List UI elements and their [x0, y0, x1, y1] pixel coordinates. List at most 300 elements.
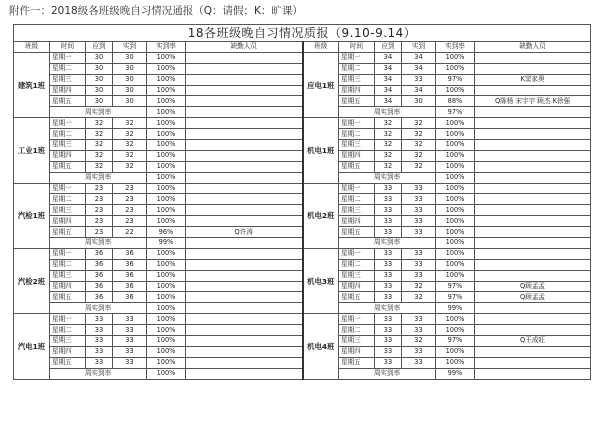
weekly-blank: [475, 238, 591, 249]
expected-cell: 33: [375, 227, 402, 238]
rate-cell: 100%: [436, 216, 475, 227]
actual-cell: 33: [402, 194, 436, 205]
actual-cell: 33: [402, 259, 436, 270]
rate-cell: 100%: [147, 325, 186, 336]
expected-cell: 34: [375, 85, 402, 96]
actual-cell: 32: [402, 281, 436, 292]
actual-cell: 33: [402, 183, 436, 194]
absent-cell: [475, 150, 591, 161]
expected-cell: 23: [86, 194, 113, 205]
weekly-blank: [475, 107, 591, 118]
table-row: [14, 183, 591, 194]
expected-cell: 23: [86, 205, 113, 216]
day-cell: 星期四: [50, 150, 86, 161]
expected-cell: 33: [375, 357, 402, 368]
absent-cell: [186, 129, 303, 140]
absent-cell: [475, 52, 591, 63]
rate-cell: 100%: [147, 63, 186, 74]
expected-cell: 33: [86, 346, 113, 357]
absent-cell: K窦家奥: [475, 74, 591, 85]
table-row: [14, 281, 591, 292]
absent-cell: [475, 194, 591, 205]
rate-cell: 100%: [436, 314, 475, 325]
actual-cell: 30: [113, 85, 147, 96]
absent-cell: [475, 248, 591, 259]
actual-cell: 32: [402, 161, 436, 172]
absent-cell: [186, 161, 303, 172]
attendance-sheet: [13, 24, 590, 411]
rate-cell: 100%: [436, 194, 475, 205]
day-cell: 星期一: [50, 118, 86, 129]
weekly-blank: [186, 368, 303, 379]
day-cell: 星期二: [339, 325, 375, 336]
actual-cell: 23: [113, 183, 147, 194]
rate-cell: 100%: [147, 281, 186, 292]
absent-cell: [475, 259, 591, 270]
table-row: [14, 52, 591, 63]
rate-cell: 100%: [436, 161, 475, 172]
expected-cell: 32: [86, 161, 113, 172]
absent-cell: [475, 140, 591, 151]
day-cell: 星期四: [50, 281, 86, 292]
header-expected: 应到: [86, 42, 113, 53]
class-name: 建筑1班: [14, 52, 50, 117]
rate-cell: 100%: [436, 357, 475, 368]
weekly-rate-value: 97%: [436, 107, 475, 118]
absent-cell: Q许涛: [186, 227, 303, 238]
header-time: 时间: [50, 42, 86, 53]
expected-cell: 33: [375, 325, 402, 336]
rate-cell: 100%: [147, 194, 186, 205]
class-name: 汽检1班: [14, 183, 50, 248]
weekly-blank: [186, 107, 303, 118]
day-cell: 星期三: [339, 140, 375, 151]
table-row: [14, 161, 591, 172]
expected-cell: 34: [375, 74, 402, 85]
day-cell: 星期三: [50, 140, 86, 151]
absent-cell: [186, 216, 303, 227]
actual-cell: 32: [402, 140, 436, 151]
header-actual: 实到: [402, 42, 436, 53]
table-title: 18各班级晚自习情况质报（9.10-9.14）: [14, 25, 591, 42]
table-row: [14, 357, 591, 368]
absent-cell: [475, 85, 591, 96]
day-cell: 星期四: [339, 281, 375, 292]
rate-cell: 100%: [436, 248, 475, 259]
absent-cell: [186, 96, 303, 107]
table-row: [14, 346, 591, 357]
absent-cell: [475, 205, 591, 216]
actual-cell: 32: [402, 118, 436, 129]
absent-cell: [475, 161, 591, 172]
weekly-rate-label: 周实到率: [50, 238, 147, 249]
day-cell: 星期三: [339, 336, 375, 347]
actual-cell: 33: [402, 205, 436, 216]
rate-cell: 97%: [436, 292, 475, 303]
actual-cell: 30: [402, 96, 436, 107]
rate-cell: 100%: [147, 357, 186, 368]
table-row: [14, 140, 591, 151]
table-row: [14, 205, 591, 216]
class-name: 机电2班: [303, 183, 339, 248]
actual-cell: 33: [113, 314, 147, 325]
header-absent: 缺勤人员: [475, 42, 591, 53]
day-cell: 星期五: [339, 96, 375, 107]
header-class: 班级: [14, 42, 50, 53]
day-cell: 星期四: [50, 346, 86, 357]
actual-cell: 33: [402, 74, 436, 85]
weekly-rate-value: 100%: [436, 172, 475, 183]
rate-cell: 100%: [147, 96, 186, 107]
day-cell: 星期三: [50, 270, 86, 281]
actual-cell: 33: [402, 216, 436, 227]
rate-cell: 97%: [436, 281, 475, 292]
expected-cell: 30: [86, 63, 113, 74]
absent-cell: [186, 118, 303, 129]
day-cell: 星期一: [50, 314, 86, 325]
actual-cell: 36: [113, 248, 147, 259]
weekly-rate-label: 周实到率: [50, 172, 147, 183]
table-row: [14, 314, 591, 325]
weekly-rate-label: 周实到率: [339, 303, 436, 314]
actual-cell: 33: [402, 325, 436, 336]
rate-cell: 100%: [436, 346, 475, 357]
rate-cell: 97%: [436, 74, 475, 85]
weekly-rate-value: 100%: [436, 238, 475, 249]
day-cell: 星期二: [339, 259, 375, 270]
absent-cell: [186, 140, 303, 151]
day-cell: 星期二: [339, 129, 375, 140]
expected-cell: 34: [375, 63, 402, 74]
rate-cell: 100%: [147, 85, 186, 96]
day-cell: 星期四: [339, 85, 375, 96]
day-cell: 星期四: [50, 216, 86, 227]
actual-cell: 34: [402, 52, 436, 63]
attendance-table: [13, 24, 591, 380]
header-class: 班级: [303, 42, 339, 53]
absent-cell: Q顾孟孟: [475, 292, 591, 303]
expected-cell: 32: [86, 150, 113, 161]
absent-cell: [186, 183, 303, 194]
rate-cell: 100%: [436, 52, 475, 63]
expected-cell: 36: [86, 270, 113, 281]
table-row: [14, 85, 591, 96]
table-row: [14, 96, 591, 107]
table-row: [14, 216, 591, 227]
expected-cell: 36: [86, 259, 113, 270]
day-cell: 星期五: [50, 357, 86, 368]
expected-cell: 33: [375, 336, 402, 347]
header-rate: 实到率: [436, 42, 475, 53]
rate-cell: 100%: [147, 205, 186, 216]
class-name: 汽检2班: [14, 248, 50, 313]
day-cell: 星期二: [50, 129, 86, 140]
title-row: [14, 25, 591, 42]
expected-cell: 23: [86, 227, 113, 238]
absent-cell: [186, 63, 303, 74]
day-cell: 星期三: [50, 205, 86, 216]
expected-cell: 33: [375, 183, 402, 194]
weekly-rate-value: 99%: [436, 368, 475, 379]
absent-cell: [186, 357, 303, 368]
rate-cell: 100%: [147, 270, 186, 281]
rate-cell: 100%: [436, 227, 475, 238]
absent-cell: [475, 270, 591, 281]
header-time: 时间: [339, 42, 375, 53]
day-cell: 星期四: [50, 85, 86, 96]
weekly-blank: [475, 303, 591, 314]
expected-cell: 33: [375, 281, 402, 292]
table-row: [14, 194, 591, 205]
expected-cell: 34: [375, 52, 402, 63]
absent-cell: [475, 63, 591, 74]
absent-cell: [186, 150, 303, 161]
table-row: [14, 150, 591, 161]
actual-cell: 36: [113, 259, 147, 270]
expected-cell: 33: [86, 357, 113, 368]
actual-cell: 23: [113, 205, 147, 216]
expected-cell: 36: [86, 292, 113, 303]
day-cell: 星期一: [50, 183, 86, 194]
rate-cell: 100%: [147, 248, 186, 259]
table-row: [14, 74, 591, 85]
rate-cell: 100%: [147, 129, 186, 140]
weekly-rate-row: [14, 368, 591, 379]
rate-cell: 100%: [436, 85, 475, 96]
actual-cell: 32: [113, 129, 147, 140]
table-body: [14, 52, 591, 379]
day-cell: 星期五: [50, 161, 86, 172]
table-row: [14, 259, 591, 270]
actual-cell: 36: [113, 270, 147, 281]
weekly-rate-value: 99%: [436, 303, 475, 314]
table-row: [14, 129, 591, 140]
expected-cell: 33: [86, 336, 113, 347]
absent-cell: [186, 248, 303, 259]
rate-cell: 100%: [147, 52, 186, 63]
actual-cell: 32: [402, 129, 436, 140]
header-rate: 实到率: [147, 42, 186, 53]
weekly-rate-row: [14, 107, 591, 118]
table-row: [14, 270, 591, 281]
actual-cell: 33: [402, 248, 436, 259]
actual-cell: 36: [113, 292, 147, 303]
day-cell: 星期一: [339, 248, 375, 259]
rate-cell: 100%: [436, 150, 475, 161]
rate-cell: 100%: [436, 183, 475, 194]
expected-cell: 30: [86, 96, 113, 107]
absent-cell: Q陈杨 宋宇宇 顾杰 K徐强: [475, 96, 591, 107]
expected-cell: 33: [86, 314, 113, 325]
expected-cell: 33: [375, 248, 402, 259]
expected-cell: 30: [86, 74, 113, 85]
expected-cell: 32: [86, 129, 113, 140]
expected-cell: 33: [375, 259, 402, 270]
weekly-rate-value: 100%: [147, 368, 186, 379]
day-cell: 星期三: [50, 336, 86, 347]
absent-cell: [475, 118, 591, 129]
expected-cell: 30: [86, 52, 113, 63]
absent-cell: [186, 346, 303, 357]
expected-cell: 33: [375, 292, 402, 303]
day-cell: 星期五: [50, 227, 86, 238]
expected-cell: 32: [375, 129, 402, 140]
actual-cell: 32: [113, 140, 147, 151]
day-cell: 星期一: [50, 52, 86, 63]
table-row: [14, 248, 591, 259]
weekly-rate-label: 周实到率: [339, 172, 436, 183]
actual-cell: 32: [113, 150, 147, 161]
rate-cell: 100%: [436, 325, 475, 336]
absent-cell: [186, 314, 303, 325]
day-cell: 星期三: [339, 205, 375, 216]
absent-cell: Q王成旺: [475, 336, 591, 347]
expected-cell: 36: [86, 281, 113, 292]
weekly-rate-value: 100%: [147, 107, 186, 118]
rate-cell: 100%: [147, 292, 186, 303]
rate-cell: 100%: [147, 161, 186, 172]
day-cell: 星期二: [50, 63, 86, 74]
actual-cell: 36: [113, 281, 147, 292]
day-cell: 星期三: [339, 74, 375, 85]
day-cell: 星期五: [339, 227, 375, 238]
day-cell: 星期五: [339, 292, 375, 303]
actual-cell: 33: [402, 314, 436, 325]
day-cell: 星期四: [339, 150, 375, 161]
expected-cell: 32: [86, 118, 113, 129]
rate-cell: 100%: [147, 259, 186, 270]
day-cell: 星期三: [50, 74, 86, 85]
rate-cell: 100%: [147, 336, 186, 347]
class-name: 机电4班: [303, 314, 339, 379]
actual-cell: 33: [113, 346, 147, 357]
rate-cell: 100%: [147, 118, 186, 129]
absent-cell: [475, 216, 591, 227]
day-cell: 星期一: [339, 314, 375, 325]
actual-cell: 33: [113, 336, 147, 347]
actual-cell: 33: [113, 357, 147, 368]
absent-cell: [475, 346, 591, 357]
actual-cell: 33: [402, 270, 436, 281]
weekly-rate-row: [14, 303, 591, 314]
day-cell: 星期二: [50, 194, 86, 205]
absent-cell: [475, 357, 591, 368]
absent-cell: [186, 52, 303, 63]
table-row: [14, 336, 591, 347]
actual-cell: 33: [402, 227, 436, 238]
expected-cell: 32: [86, 140, 113, 151]
day-cell: 星期一: [50, 248, 86, 259]
absent-cell: Q顾孟孟: [475, 281, 591, 292]
absent-cell: [475, 183, 591, 194]
header-expected: 应到: [375, 42, 402, 53]
actual-cell: 33: [402, 346, 436, 357]
weekly-rate-label: 周实到率: [50, 107, 147, 118]
day-cell: 星期三: [339, 270, 375, 281]
expected-cell: 32: [375, 140, 402, 151]
actual-cell: 23: [113, 194, 147, 205]
rate-cell: 100%: [436, 259, 475, 270]
actual-cell: 30: [113, 96, 147, 107]
absent-cell: [475, 227, 591, 238]
absent-cell: [186, 292, 303, 303]
absent-cell: [186, 281, 303, 292]
absent-cell: [186, 85, 303, 96]
header-row: [14, 42, 591, 53]
actual-cell: 30: [113, 74, 147, 85]
actual-cell: 33: [402, 357, 436, 368]
expected-cell: 32: [375, 118, 402, 129]
absent-cell: [475, 129, 591, 140]
weekly-blank: [186, 303, 303, 314]
actual-cell: 30: [113, 63, 147, 74]
expected-cell: 23: [86, 183, 113, 194]
expected-cell: 33: [375, 270, 402, 281]
expected-cell: 33: [375, 194, 402, 205]
absent-cell: [186, 194, 303, 205]
day-cell: 星期四: [339, 216, 375, 227]
actual-cell: 32: [402, 150, 436, 161]
rate-cell: 100%: [436, 129, 475, 140]
expected-cell: 30: [86, 85, 113, 96]
day-cell: 星期一: [339, 183, 375, 194]
day-cell: 星期一: [339, 118, 375, 129]
expected-cell: 33: [375, 216, 402, 227]
expected-cell: 32: [375, 161, 402, 172]
expected-cell: 33: [375, 205, 402, 216]
expected-cell: 36: [86, 248, 113, 259]
weekly-rate-row: [14, 238, 591, 249]
actual-cell: 34: [402, 63, 436, 74]
rate-cell: 100%: [436, 63, 475, 74]
table-row: [14, 118, 591, 129]
weekly-rate-label: 周实到率: [50, 368, 147, 379]
actual-cell: 32: [113, 118, 147, 129]
class-name: 应电1班: [303, 52, 339, 117]
actual-cell: 32: [113, 161, 147, 172]
class-name: 汽电1班: [14, 314, 50, 379]
absent-cell: [186, 336, 303, 347]
rate-cell: 100%: [436, 205, 475, 216]
header-actual: 实到: [113, 42, 147, 53]
weekly-rate-value: 100%: [147, 303, 186, 314]
rate-cell: 100%: [147, 183, 186, 194]
table-row: [14, 227, 591, 238]
rate-cell: 100%: [147, 74, 186, 85]
absent-cell: [186, 74, 303, 85]
day-cell: 星期二: [50, 325, 86, 336]
day-cell: 星期五: [50, 96, 86, 107]
rate-cell: 100%: [436, 270, 475, 281]
actual-cell: 34: [402, 85, 436, 96]
day-cell: 星期五: [339, 161, 375, 172]
class-name: 机电3班: [303, 248, 339, 313]
document-caption: 附件一：2018级各班级晚自习情况通报（Q：请假；K：旷课）: [9, 5, 303, 17]
weekly-rate-row: [14, 172, 591, 183]
class-name: 工业1班: [14, 118, 50, 183]
weekly-rate-label: 周实到率: [339, 107, 436, 118]
expected-cell: 32: [375, 150, 402, 161]
day-cell: 星期二: [339, 63, 375, 74]
actual-cell: 32: [402, 336, 436, 347]
absent-cell: [186, 205, 303, 216]
day-cell: 星期四: [339, 346, 375, 357]
rate-cell: 100%: [436, 140, 475, 151]
absent-cell: [186, 259, 303, 270]
day-cell: 星期二: [50, 259, 86, 270]
rate-cell: 100%: [147, 150, 186, 161]
header-absent: 缺勤人员: [186, 42, 303, 53]
